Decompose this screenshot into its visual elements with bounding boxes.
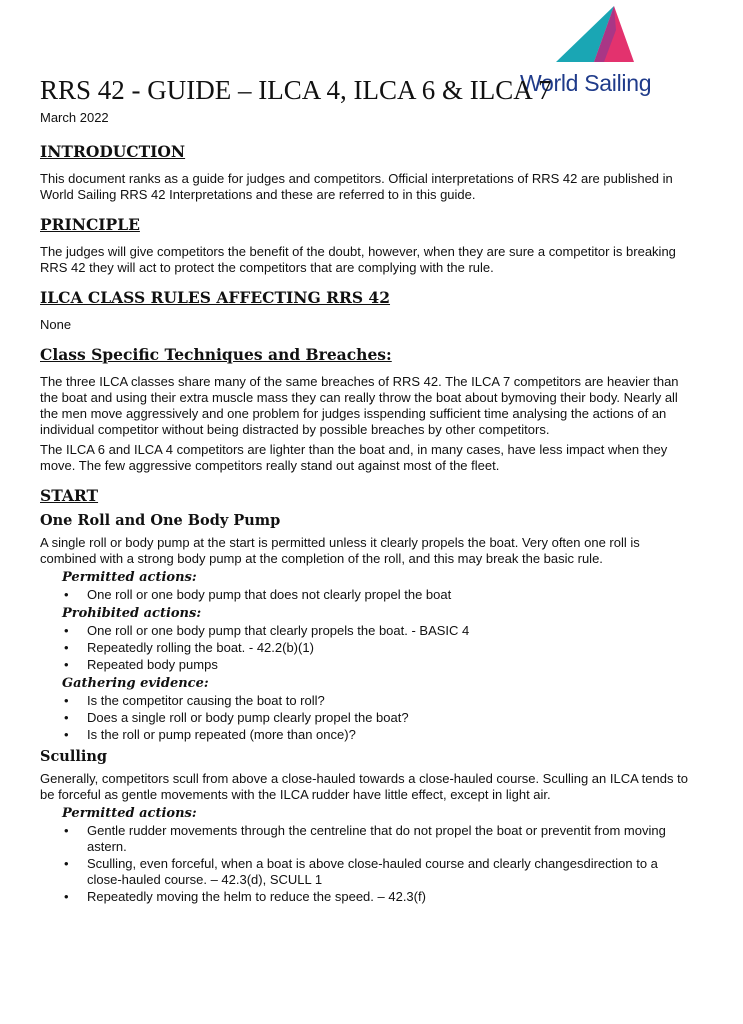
list-item: • One roll or one body pump that clearly propels the boat. - BASIC 4: [40, 623, 690, 639]
list-item: • One roll or one body pump that does not clearly propel the boat: [40, 587, 690, 603]
roll-pump-heading: One Roll and One Body Pump: [40, 512, 281, 529]
roll-prohibited-list: [40, 623, 690, 673]
roll-pump-text: A single roll or body pump at the start is permitted unless it clearly propels the boat. Very often one roll is combined with a strong body pump at the completion of the roll, and this may break the basic rule.: [40, 535, 640, 566]
sculling-permitted-list: [40, 823, 690, 905]
principle-heading: PRINCIPLE: [40, 215, 140, 234]
list-item: • Repeated body pumps: [40, 657, 690, 673]
roll-permitted-list: [40, 587, 690, 603]
techniques-paragraph-2: The ILCA 6 and ILCA 4 competitors are lighter than the boat and, in many cases, have less impact when they move. The few aggressive competitors really stand out against most of the fleet.: [40, 442, 668, 473]
sail-logo-icon: [556, 6, 636, 64]
list-item: • Repeatedly moving the helm to reduce the speed. – 42.3(f): [40, 889, 690, 905]
list-item: • Repeatedly rolling the boat. - 42.2(b)(1): [40, 640, 690, 656]
roll-evidence-list: [40, 693, 690, 743]
list-item: • Gentle rudder movements through the centreline that do not propel the boat or preventit from moving astern.: [40, 823, 690, 855]
document-body: [40, 142, 690, 906]
introduction-text: This document ranks as a guide for judges and competitors. Official interpretations of RRS 42 are published in World Sailing RRS 42 Interpretations and these are referred to in this guide.: [40, 171, 673, 202]
logo-wordmark: World Sailing: [520, 70, 652, 96]
sculling-heading: Sculling: [40, 748, 108, 765]
list-item: • Does a single roll or body pump clearly propel the boat?: [40, 710, 690, 726]
sculling-text: Generally, competitors scull from above a close-hauled towards a close-hauled course. Sculling an ILCA tends to be forceful as gentle movements with the ILCA rudder have little effect, except in light air.: [40, 771, 688, 802]
list-item: • Is the competitor causing the boat to roll?: [40, 693, 690, 709]
roll-prohibited-label: Prohibited actions:: [62, 606, 202, 621]
list-item: • Sculling, even forceful, when a boat is above close-hauled course and clearly changesdirection to a close-hauled course. – 42.3(d), SCULL 1: [40, 856, 690, 888]
document-date: March 2022: [40, 110, 109, 125]
principle-section: [40, 215, 690, 276]
class-rules-heading: ILCA CLASS RULES AFFECTING RRS 42: [40, 288, 391, 307]
list-item: • Is the roll or pump repeated (more than once)?: [40, 727, 690, 743]
roll-evidence-label: Gathering evidence:: [62, 676, 209, 691]
sculling-permitted-label: Permitted actions:: [62, 806, 197, 821]
class-rules-section: [40, 288, 690, 333]
introduction-section: [40, 142, 690, 203]
principle-text: The judges will give competitors the benefit of the doubt, however, when they are sure a competitor is breaking RRS 42 they will act to protect the competitors that are complying with the rule.: [40, 244, 676, 275]
document-title: RRS 42 - GUIDE – ILCA 4, ILCA 6 & ILCA 7: [40, 75, 552, 105]
techniques-paragraph-1: The three ILCA classes share many of the same breaches of RRS 42. The ILCA 7 competitors are heavier than the boat and using their extra muscle mass they can really throw the boat about bymoving their body. Nearly all the men move aggressively and one problem for judges isspending sufficient time analysing the actions of an individual competitor without being distracted by possible breaches by other competitors.: [40, 374, 679, 437]
roll-permitted-label: Permitted actions:: [62, 570, 197, 585]
start-section: [40, 486, 690, 905]
techniques-section: [40, 345, 690, 474]
introduction-heading: INTRODUCTION: [40, 142, 186, 161]
start-heading: START: [40, 486, 99, 505]
class-rules-text: None: [40, 317, 72, 332]
techniques-heading: Class Specific Techniques and Breaches:: [40, 345, 392, 364]
